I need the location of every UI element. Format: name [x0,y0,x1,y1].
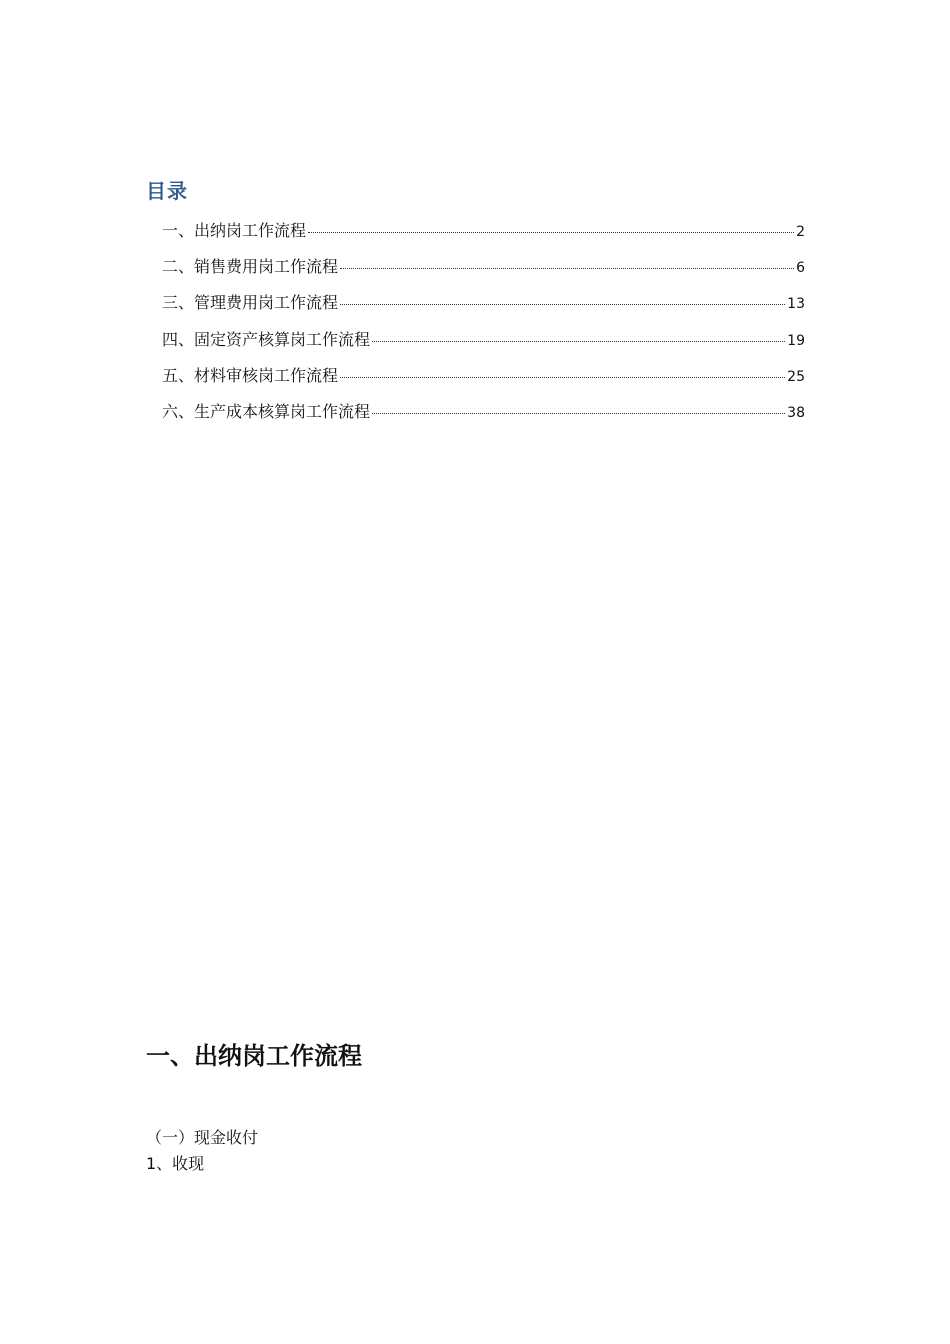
toc-dot-leader [340,268,794,269]
toc-entry-label: 二、销售费用岗工作流程 [162,257,339,277]
toc-entry-label: 三、管理费用岗工作流程 [162,293,339,313]
toc-entry-page: 25 [787,368,805,385]
toc-entry[interactable] [162,399,805,435]
toc-entry-label: 五、材料审核岗工作流程 [162,365,339,385]
toc-entry-page: 2 [796,224,805,240]
toc-entry-page: 38 [787,404,805,421]
toc-entry-label: 一、出纳岗工作流程 [162,221,307,240]
item-heading: 1、收现 [146,1154,205,1173]
toc-title: 目录 [146,179,188,203]
toc-dot-leader [340,377,785,378]
toc-entry-page: 13 [787,296,805,313]
toc-entry-page: 6 [796,260,805,277]
section-heading: 一、出纳岗工作流程 [146,1042,362,1070]
toc-entry[interactable] [162,363,805,399]
toc-entry-label: 四、固定资产核算岗工作流程 [162,329,371,349]
toc-dot-leader [372,413,785,414]
toc-entry-label: 六、生产成本核算岗工作流程 [162,401,371,421]
subsection-heading: （一）现金收付 [146,1128,259,1147]
toc-dot-leader [340,304,785,305]
toc-entry[interactable] [162,218,805,254]
toc-dot-leader [372,341,785,342]
toc-list [162,218,805,435]
toc-entry[interactable] [162,290,805,326]
toc-entry[interactable] [162,254,805,290]
toc-dot-leader [308,232,794,233]
toc-entry[interactable] [162,327,805,363]
toc-entry-page: 19 [787,332,805,349]
